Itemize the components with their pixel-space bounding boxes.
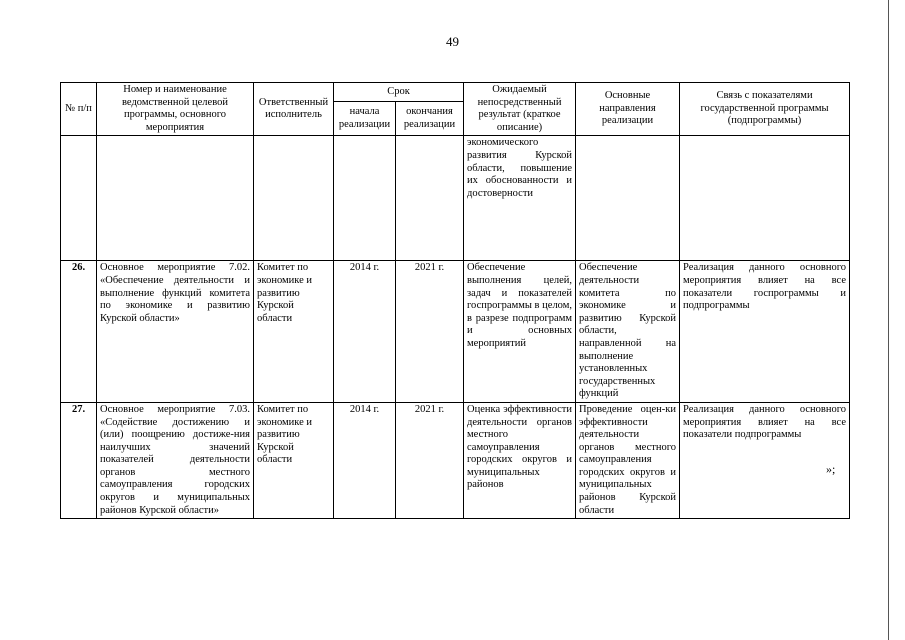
- row-name: Основное мероприятие 7.02. «Обеспечение деятельности и выполнение функций комитета по экономике и развитию Курской области»: [97, 261, 254, 403]
- row-end: 2021 г.: [396, 261, 464, 403]
- row-result: Обеспечение выполнения целей, задач и показателей госпрограммы в целом, в разрезе подпрограмм и основных мероприятий: [464, 261, 576, 403]
- row-name: Основное мероприятие 7.03. «Содействие достижению и (или) поощрению достиже-ния наилучших значений показателей деятельности органов местного самоуправления городских округов и муниципальных районов Курской области»: [97, 402, 254, 518]
- program-table: [60, 82, 850, 519]
- table-row: [61, 402, 850, 518]
- row-link: Реализация данного основного мероприятия влияет на все показатели подпрограммы: [680, 402, 850, 518]
- row-num: 26.: [61, 261, 97, 403]
- row-start: 2014 г.: [334, 402, 396, 518]
- header-start: начала реализации: [334, 102, 396, 136]
- row-num: 27.: [61, 402, 97, 518]
- header-name: Номер и наименование ведомственной целевой программы, основного мероприятия: [97, 83, 254, 136]
- header-row: [61, 83, 850, 102]
- header-num: № п/п: [61, 83, 97, 136]
- scan-edge-line: [888, 0, 889, 640]
- header-result: Ожидаемый непосредственный результат (краткое описание): [464, 83, 576, 136]
- continuation-row: [61, 136, 850, 261]
- row-executor: Комитет по экономике и развитию Курской области: [254, 402, 334, 518]
- header-end: окончания реализации: [396, 102, 464, 136]
- closing-mark: »;: [826, 462, 836, 476]
- header-link: Связь с показателями государственной программы (подпрограммы): [680, 83, 850, 136]
- continuation-result: экономического развития Курской области, повышение их обоснованности и достоверности: [464, 136, 576, 261]
- row-link: Реализация данного основного мероприятия влияет на все показатели госпрограммы и подпрограммы: [680, 261, 850, 403]
- table-row: [61, 261, 850, 403]
- row-end: 2021 г.: [396, 402, 464, 518]
- header-directions: Основные направления реализации: [576, 83, 680, 136]
- row-executor: Комитет по экономике и развитию Курской области: [254, 261, 334, 403]
- header-executor: Ответственный исполнитель: [254, 83, 334, 136]
- header-term: Срок: [334, 83, 464, 102]
- page-number: 49: [446, 34, 459, 49]
- row-directions: Проведение оцен-ки эффективности деятельности органов местного самоуправления городских округов и муниципальных районов Курской области: [576, 402, 680, 518]
- row-start: 2014 г.: [334, 261, 396, 403]
- row-directions: Обеспечение деятельности комитета по экономике и развитию Курской области, направленной на выполнение установленных государственных функций: [576, 261, 680, 403]
- row-result: Оценка эффективности деятельности органов местного самоуправления городских округов и муниципальных районов: [464, 402, 576, 518]
